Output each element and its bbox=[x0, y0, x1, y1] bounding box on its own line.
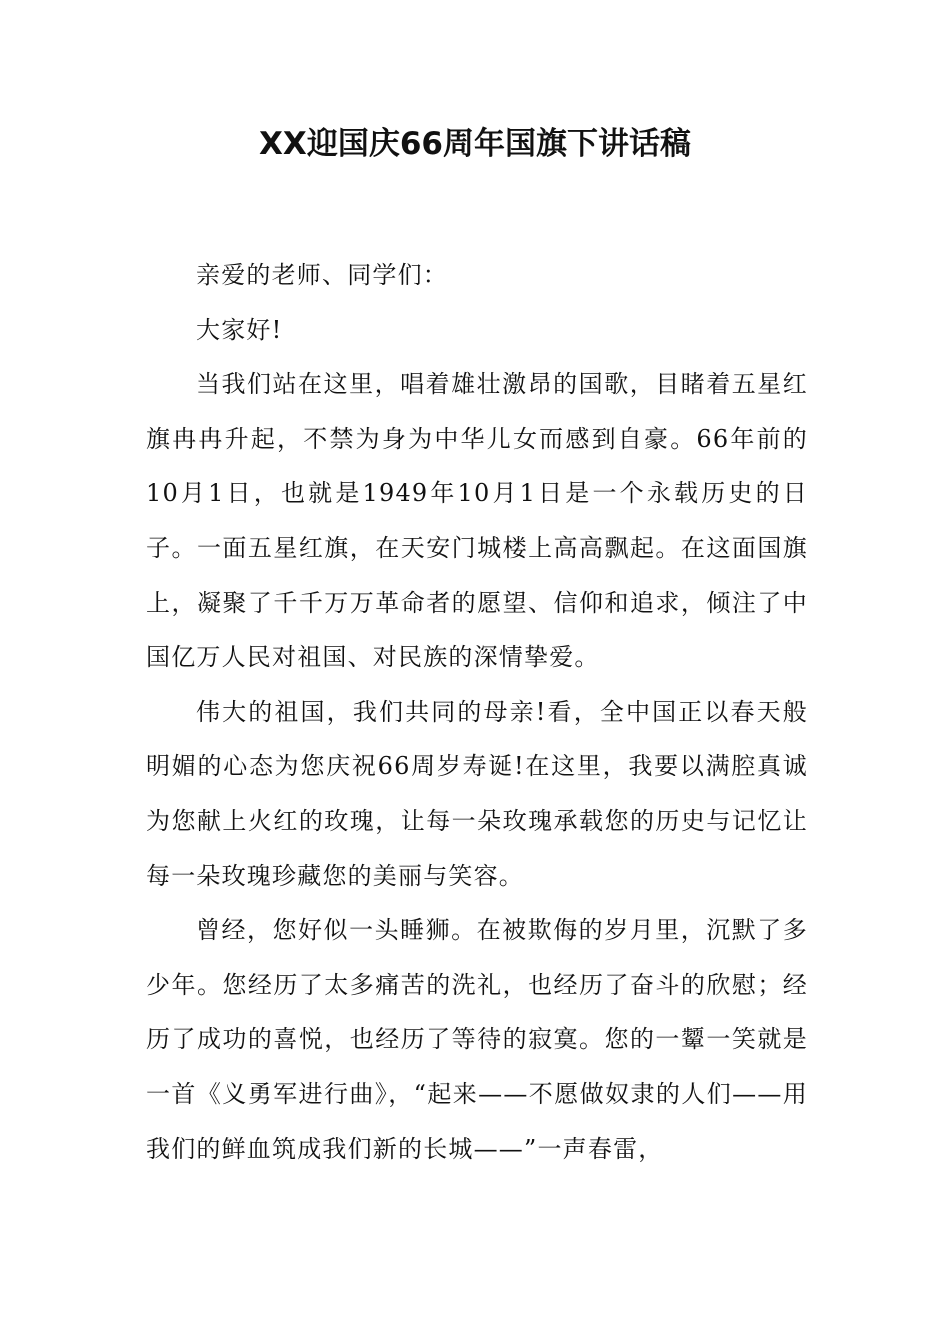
paragraph-body-3: 曾经，您好似一头睡狮。在被欺侮的岁月里，沉默了多少年。您经历了太多痛苦的洗礼，也经历了奋斗的欣慰；经历了成功的喜悦，也经历了等待的寂寞。您的一颦一笑就是一首《义勇军进行曲》，“起来——不愿做奴隶的人们——用我们的鲜血筑成我们新的长城——”一声春雷， bbox=[146, 916, 808, 1163]
paragraph-greeting: 大家好! bbox=[196, 315, 283, 344]
paragraph-body-1: 当我们站在这里，唱着雄壮激昂的国歌，目睹着五星红旗冉冉升起，不禁为身为中华儿女而感到自豪。66年前的10月1日，也就是1949年10月1日是一个永载历史的日子。一面五星红旗，在天安门城楼上高高飘起。在这面国旗上，凝聚了千千万万革命者的愿望、信仰和追求，倾注了中国亿万人民对祖国、对民族的深情挚爱。 bbox=[146, 370, 808, 672]
document-title: XX迎国庆66周年国旗下讲话稿 bbox=[259, 126, 691, 162]
paragraph-salutation: 亲爱的老师、同学们： bbox=[196, 261, 448, 289]
paragraph-body-2: 伟大的祖国，我们共同的母亲!看，全中国正以春天般明媚的心态为您庆祝66周岁寿诞!在这里，我要以满腔真诚为您献上火红的玫瑰，让每一朵玫瑰承载您的历史与记忆让每一朵玫瑰珍藏您的美丽与笑容。 bbox=[146, 697, 808, 890]
document-body bbox=[146, 248, 808, 1176]
